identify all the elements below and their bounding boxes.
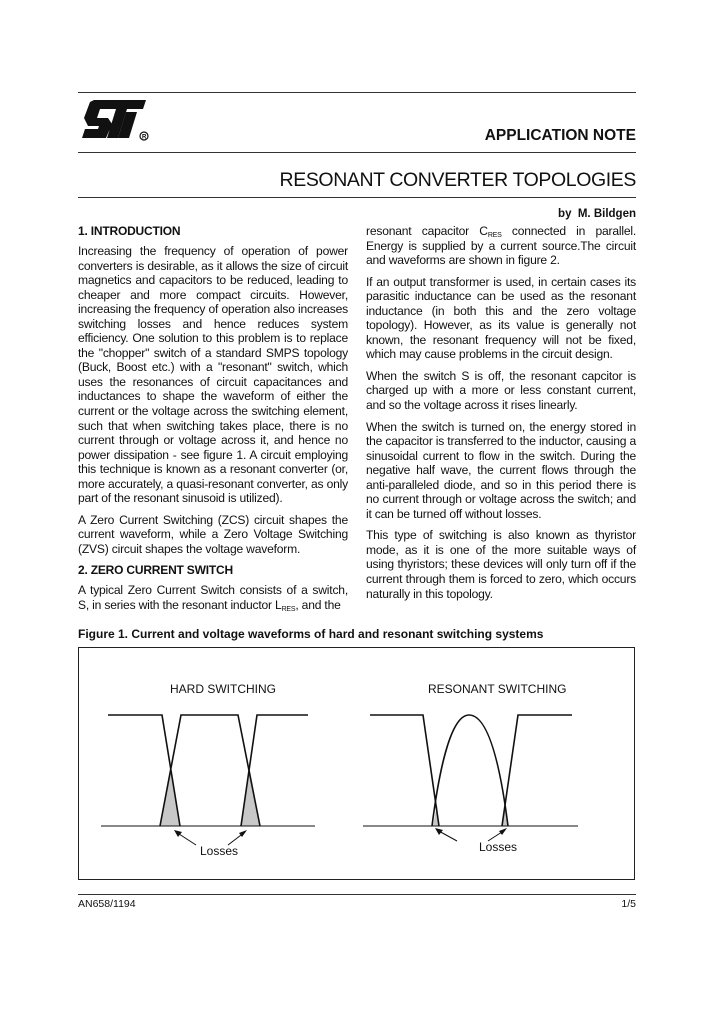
resonant-switching-label: RESONANT SWITCHING	[428, 681, 567, 696]
section-heading-introduction: 1. INTRODUCTION	[78, 224, 181, 238]
text: resonant capacitor C	[366, 224, 488, 238]
paragraph: When the switch is turned on, the energy stored in the capacitor is transferred to the inductor, causing a sinusoidal current to flow in the switch. During the negative half wave, the current flows through the anti-paralleled diode, and so in this period there is no current through or voltage across the switch; and it can be turned off without losses.	[366, 419, 637, 521]
right-column	[366, 224, 636, 620]
resonant-current-waveform	[502, 715, 572, 826]
st-logo	[82, 100, 152, 147]
paragraph: When the switch S is off, the resonant capcitor is charged up with a more or less constant current, and so the voltage across it rises linearly.	[366, 368, 636, 413]
footer	[78, 898, 636, 911]
doc-type: APPLICATION NOTE	[484, 127, 636, 144]
subscript: RES	[281, 606, 296, 614]
page-number: 1/5	[621, 897, 636, 910]
paragraph: A Zero Current Switching (ZCS) circuit shapes the current waveform, while a Zero Voltage Switching (ZVS) circuit shapes the voltage waveform.	[78, 512, 348, 556]
paragraph: This type of switching is also known as thyristor mode, as it is one of the more suitable ways of using thyristors; these devices will only turn off if the current through them is forced to zero, which occurs naturally in this topology.	[366, 528, 636, 601]
arrow-icon	[174, 830, 182, 837]
resonant-sinusoid	[432, 715, 508, 826]
svg-text:R: R	[142, 134, 147, 141]
section-heading-zero-current-switch: 2. ZERO CURRENT SWITCH	[78, 563, 233, 578]
columns	[78, 224, 636, 620]
hard-switching-label: HARD SWITCHING	[170, 681, 276, 696]
paragraph: Increasing the frequency of operation of power converters is desirable, as it allows the size of circuit magnetics and capacitors to be reduced, leading to cheaper and more compact circuits. However, increasing the frequency of operation also increases switching losses and hence reduces system efficiency. One solution to this problem is to replace the "chopper" switch of a standard SMPS topology (Buck, Boost etc.) with a "resonant" switch, which uses the resonances of circuit capacitances and inductances to shape the waveform of either the current or the voltage across the switching element, such that when switching takes place, there is no current through or voltage across it, and hence no power dissipation - see figure 1. A circuit employing this technique is known as a resonant converter (or, more accurately, a quasi-resonant converter, as only part of the resonant sinusoid is utilized).	[78, 244, 348, 506]
arrow-icon	[499, 828, 507, 835]
figure-caption: Figure 1. Current and voltage waveforms of hard and resonant switching systems	[78, 626, 544, 641]
resonant-voltage-waveform	[370, 715, 439, 826]
figure-1	[78, 647, 635, 881]
losses-label: Losses	[200, 843, 239, 858]
header-rule	[78, 152, 636, 153]
document-id: AN658/1194	[78, 897, 136, 910]
subscript: RES	[487, 232, 502, 239]
page-title: RESONANT CONVERTER TOPOLOGIES	[279, 169, 636, 191]
author: by M. Bildgen	[558, 208, 636, 220]
text: connected in parallel. Energy is supplied by a current source.The circuit and waveforms are shown in figure 2.	[366, 224, 636, 268]
text: A typical Zero Current Switch consists of a switch, S, in series with the resonant inductor L	[78, 583, 348, 613]
left-column	[78, 224, 348, 620]
arrow-icon	[435, 828, 443, 835]
loss-area	[160, 770, 180, 826]
top-rule	[78, 92, 636, 93]
text: , and the	[295, 598, 341, 613]
title-rule	[78, 197, 636, 198]
paragraph	[366, 224, 636, 268]
paragraph: If an output transformer is used, in certain cases its parasitic inductance can be used as the resonant inductance (in both this and the zero voltage topology). However, as its value is generally not known, the resonant frequency will not be fixed, which may cause problems in the circuit design.	[366, 274, 636, 362]
page-body	[78, 224, 636, 911]
losses-label: Losses	[479, 839, 518, 854]
paragraph	[78, 583, 348, 612]
footer-rule	[78, 894, 636, 895]
